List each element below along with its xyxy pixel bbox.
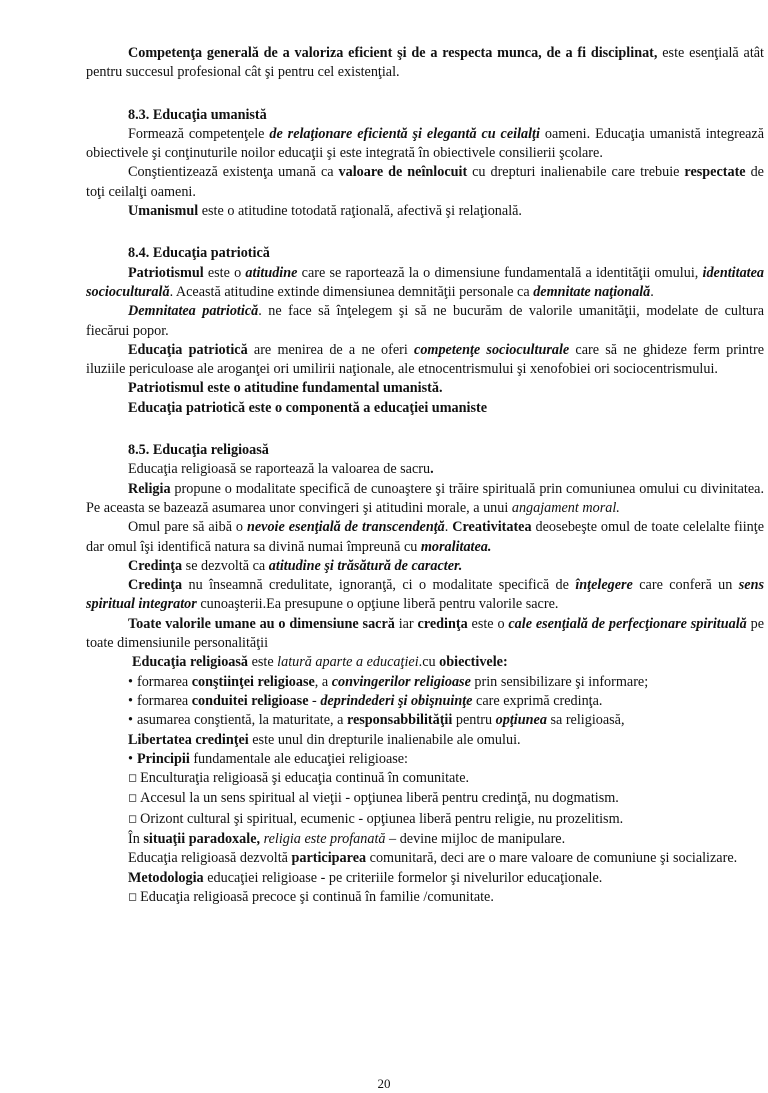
page-number: 20: [377, 1076, 391, 1091]
paragraph: În situaţii paradoxale, religia este profanată – devine mijloc de manipulare.: [128, 830, 566, 847]
page-content: [86, 44, 764, 908]
bullet-item: • Principii fundamentale ale educaţiei religioase:: [86, 750, 764, 769]
paragraph: Umanismul este o atitudine totodată raţională, afectivă şi relaţională.: [128, 203, 522, 220]
checkbox-item: ◻ Enculturaţia religioasă şi educaţia continuă în comunitate.: [86, 769, 764, 789]
paragraph: Credinţa nu înseamnă credulitate, ignoranţă, ci o modalitate specifică de înţelegere care conferă un sens spiritual integrator cunoaşterii.Ea presupune o opţiune liberă pentru valorile sacre.: [86, 577, 764, 613]
section-title-patriotica: 8.4. Educaţia patriotică: [128, 245, 270, 262]
paragraph: Metodologia educaţiei religioase - pe criteriile formelor şi nivelurilor educaţionale.: [128, 869, 603, 886]
paragraph: Educaţia religioasă dezvoltă participarea comunitară, deci are o mare valoare de comuniune şi socializare.: [128, 850, 738, 867]
section-title-religioasa: 8.5. Educaţia religioasă: [128, 442, 269, 459]
paragraph: Patriotismul este o atitudine care se raportează la o dimensiune fundamentală a identităţii omului, identitatea socioculturală. Această atitudine extinde dimensiunea demnităţii personale ca demnitate naţională.: [86, 264, 764, 300]
checkbox-item: ◻ Educaţia religioasă precoce şi continuă în familie /comunitate.: [86, 888, 764, 908]
paragraph: Patriotismul este o atitudine fundamental umanistă.: [128, 380, 443, 397]
paragraph: Conştientizează existenţa umană ca valoare de neînlocuit cu drepturi inalienabile care trebuie respectate de toţi ceilalţi oameni.: [86, 164, 764, 200]
paragraph: Educaţia religioasă se raportează la valoarea de sacru.: [128, 461, 434, 478]
paragraph: Educaţia patriotică are menirea de a ne oferi competenţe socioculturale care să ne ghideze ferm printre iluziile periculoase ale aroganţei ori umilirii naţionale, ale etnocentrismului şi xenofobiei ori sociocentrismului.: [86, 341, 764, 378]
paragraph: Libertatea credinţei este unul din drepturile inalienabile ale omului.: [128, 731, 521, 748]
paragraph: Credinţa se dezvoltă ca atitudine şi trăsătură de caracter.: [128, 557, 463, 574]
bullet-item: • formarea conştiinţei religioase, a convingerilor religioase prin sensibilizare şi informare;: [86, 673, 764, 692]
bullet-item: • formarea conduitei religioase - deprindederi şi obişnuinţe care exprimă credinţa.: [86, 692, 764, 711]
paragraph: Demnitatea patriotică. ne face să înţelegem şi să ne bucurăm de valorile umanităţii, modelate de cultura fiecărui popor.: [86, 303, 764, 339]
paragraph: Formează competenţele de relaţionare eficientă şi elegantă cu ceilalţi oameni. Educaţia umanistă integrează obiectivele şi conţinuturile noilor educaţii şi este integrată în obiectivele consilierii şcolare.: [86, 125, 765, 162]
bullet-item: • asumarea conştientă, la maturitate, a responsabbilităţii pentru opţiunea sa religioasă,: [86, 711, 764, 730]
paragraph: Religia propune o modalitate specifică de cunoaştere şi trăire spirituală prin comuniunea omului cu divinitatea. Pe aceasta se bazează asumarea unor convingeri şi atitudini morale, a unui angajament moral.: [86, 480, 764, 516]
paragraph: Omul pare să aibă o nevoie esenţială de transcendenţă. Creativitatea deosebeşte omul de toate celelalte fiinţe dar omul îşi identifică natura sa divină numai împreună cu moralitatea.: [86, 519, 764, 555]
section-title-umanista: 8.3. Educaţia umanistă: [128, 106, 267, 123]
intro-paragraph: Competenţa generală de a valoriza eficient şi de a respecta munca, de a fi disciplinat, este esenţială atât pentru succesul profesional cât şi pentru cel existenţial.: [86, 45, 764, 81]
checkbox-item: ◻ Accesul la un sens spiritual al vieţii - opţiunea liberă pentru credinţă, nu dogmatism.: [86, 789, 764, 809]
paragraph: Educaţia patriotică este o componentă a educaţiei umaniste: [128, 399, 487, 416]
checkbox-item: ◻ Orizont cultural şi spiritual, ecumenic - opţiunea liberă pentru religie, nu prozelitism.: [86, 810, 764, 830]
paragraph: Educaţia religioasă este latură aparte a educaţiei.cu obiectivele:: [132, 654, 508, 671]
paragraph: Toate valorile umane au o dimensiune sacră iar credinţa este o cale esenţială de perfecţionare spirituală pe toate dimensiunile personalităţii: [86, 615, 764, 652]
